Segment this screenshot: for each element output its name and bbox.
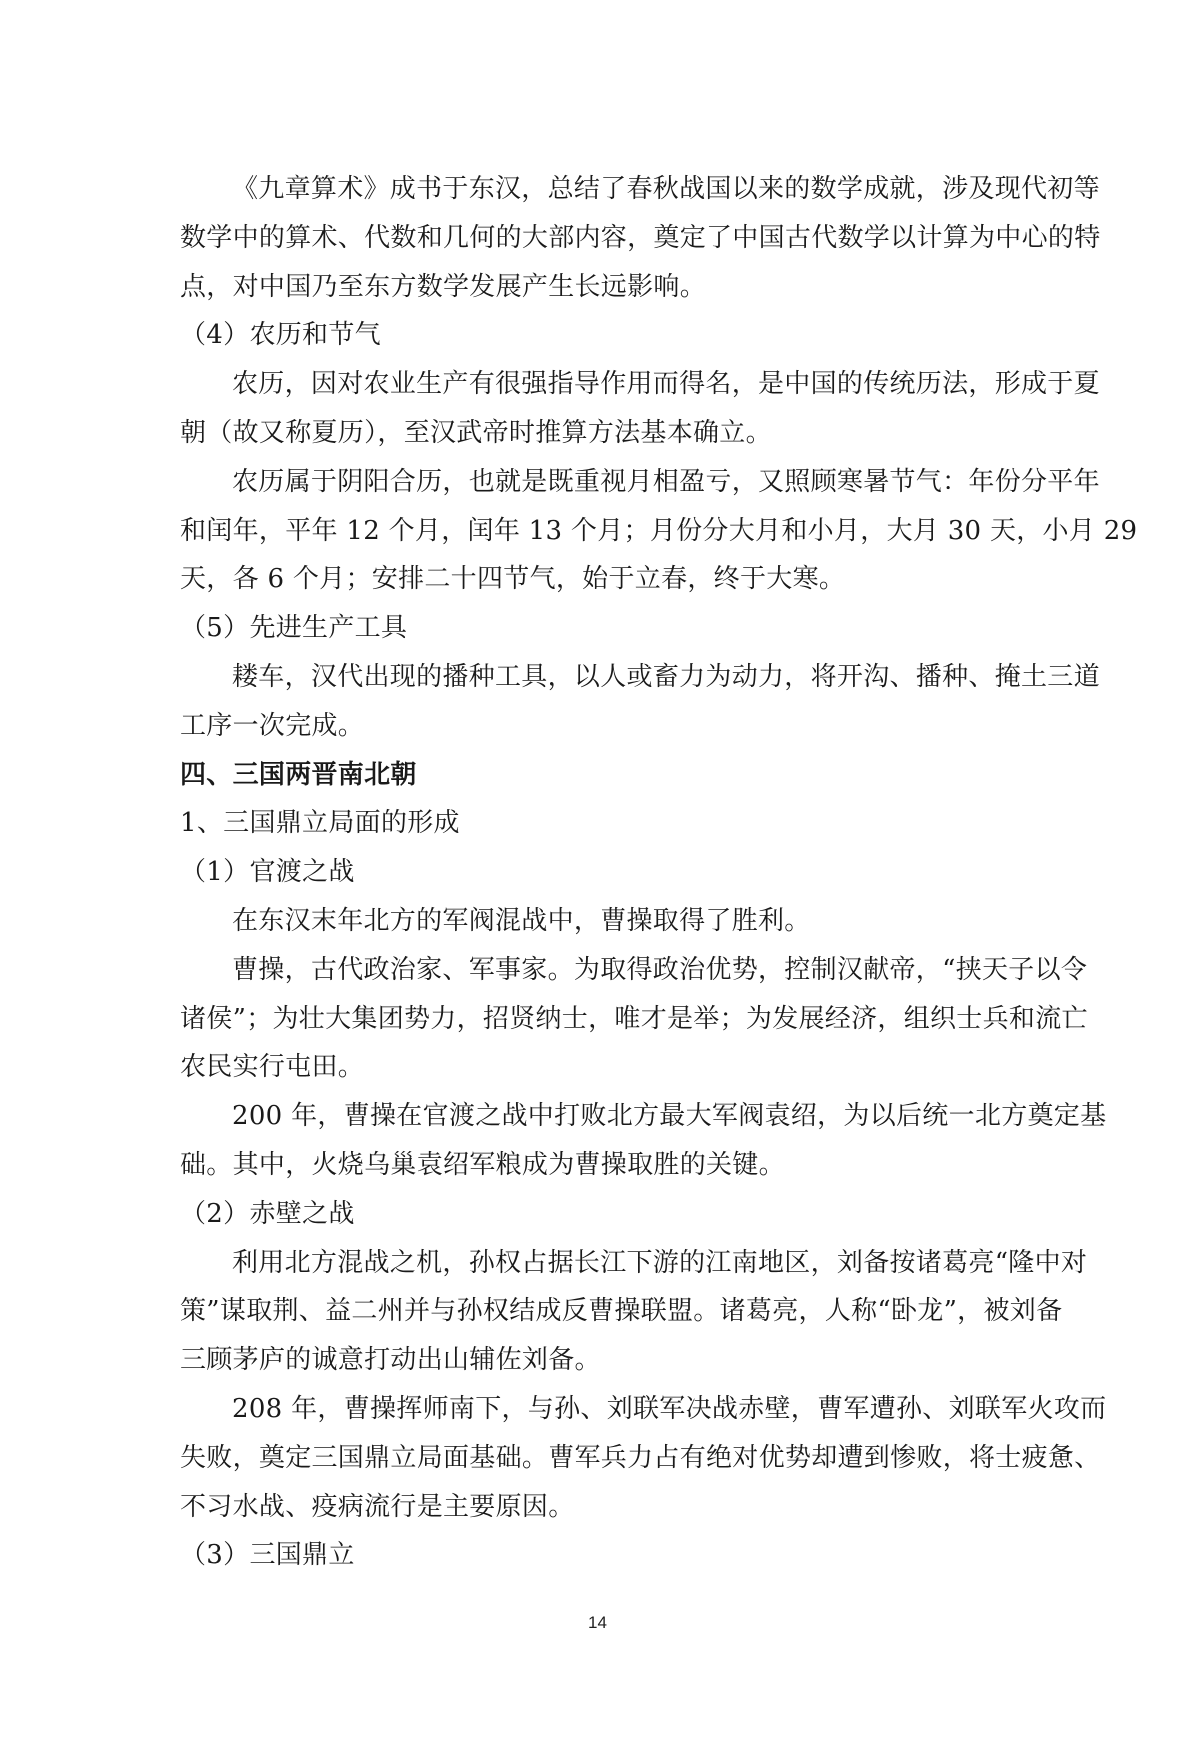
paragraph-line: 利用北方混战之机，孙权占据长江下游的江南地区，刘备按诸葛亮“隆中对: [232, 1247, 1088, 1278]
paragraph-line: 数学中的算术、代数和几何的大部内容，奠定了中国古代数学以计算为中心的特: [180, 222, 1101, 253]
subsection-heading: （4）农历和节气: [180, 320, 381, 351]
paragraph-line: 《九章算术》成书于东汉，总结了春秋战国以来的数学成就，涉及现代初等: [232, 174, 1100, 204]
paragraph-line: 朝（故又称夏历），至汉武帝时推算方法基本确立。: [180, 417, 772, 448]
paragraph-line: 200 年，曹操在官渡之战中打败北方最大军阀袁绍，为以后统一北方奠定基: [232, 1101, 1107, 1132]
paragraph-line: 农历属于阴阳合历，也就是既重视月相盈亏，又照顾寒暑节气：年份分平年: [232, 466, 1100, 497]
paragraph-line: 诸侯”；为壮大集团势力，招贤纳士，唯才是举；为发展经济，组织士兵和流亡: [180, 1003, 1088, 1034]
paragraph-line: 农历，因对农业生产有很强指导作用而得名，是中国的传统历法，形成于夏: [232, 369, 1100, 400]
paragraph-line: 不习水战、疫病流行是主要原因。: [180, 1491, 575, 1522]
paragraph-line: 曹操，古代政治家、军事家。为取得政治优势，控制汉献帝，“挟天子以令: [232, 954, 1088, 985]
subsection-heading: （5）先进生产工具: [180, 613, 408, 644]
subsection-heading: （1）官渡之战: [180, 857, 355, 888]
paragraph-line: 天，各 6 个月；安排二十四节气，始于立春，终于大寒。: [180, 564, 846, 595]
topic-heading: 1、三国鼎立局面的形成: [180, 808, 460, 839]
paragraph-line: 和闰年，平年 12 个月，闰年 13 个月；月份分大月和小月，大月 30 天，小月 29: [180, 515, 1138, 546]
subsection-heading: （2）赤壁之战: [180, 1198, 355, 1229]
page-content: [180, 165, 1138, 1580]
paragraph-line: 点，对中国乃至东方数学发展产生长远影响。: [180, 271, 707, 302]
paragraph-line: 农民实行屯田。: [180, 1052, 365, 1083]
paragraph-line: 在东汉末年北方的军阀混战中，曹操取得了胜利。: [232, 905, 811, 936]
paragraph-line: 耧车，汉代出现的播种工具，以人或畜力为动力，将开沟、播种、掩土三道: [232, 661, 1100, 692]
paragraph-line: 208 年，曹操挥师南下，与孙、刘联军决战赤壁，曹军遭孙、刘联军火攻而: [232, 1393, 1107, 1424]
section-heading: 四、三国两晋南北朝: [180, 759, 417, 790]
page-number: 14: [588, 1613, 607, 1632]
subsection-heading: （3）三国鼎立: [180, 1540, 355, 1571]
paragraph-line: 工序一次完成。: [180, 710, 365, 741]
paragraph-line: 策”谋取荆、益二州并与孙权结成反曹操联盟。诸葛亮，人称“卧龙”，被刘备: [180, 1296, 1063, 1327]
paragraph-line: 失败，奠定三国鼎立局面基础。曹军兵力占有绝对优势却遭到惨败，将士疲惫、: [180, 1442, 1101, 1473]
paragraph-line: 础。其中，火烧乌巢袁绍军粮成为曹操取胜的关键。: [180, 1149, 785, 1180]
paragraph-line: 三顾茅庐的诚意打动出山辅佐刘备。: [180, 1345, 601, 1376]
